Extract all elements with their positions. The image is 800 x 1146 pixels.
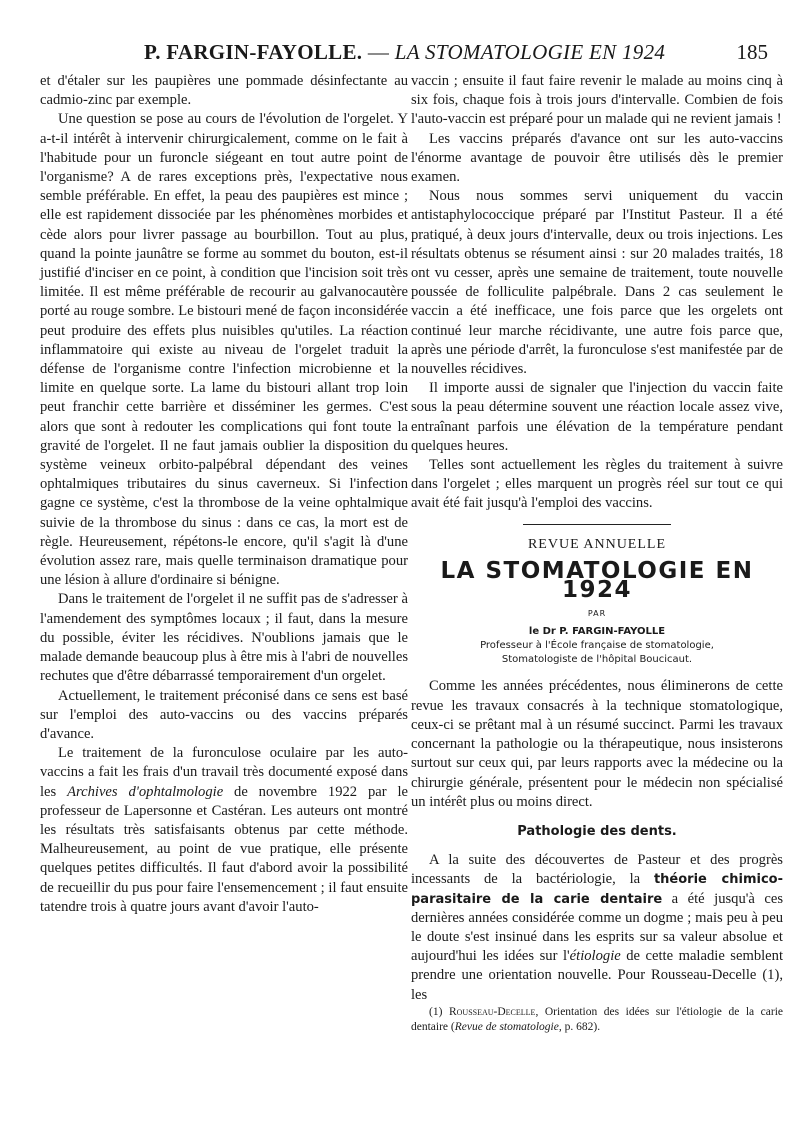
byline-par: PAR (587, 609, 607, 619)
article-title: LA STOMATOLOGIE EN 1924 (440, 557, 754, 604)
right-paragraph-4: Il importe aussi de signaler que l'injection du vaccin faite sous la peau détermine souvent une réaction locale assez vive, entraînant parfois une élévation de la température pendant quelques heures. (411, 380, 783, 454)
rubric: REVUE ANNUELLE (527, 536, 667, 552)
section-paragraph-1 (411, 851, 783, 1005)
header-dash: — (367, 40, 390, 64)
left-paragraph-3: Dans le traitement de l'orgelet il ne suffit pas de s'adresser à l'amendement des symptômes locaux ; il faut, dans la mesure du possible, éviter les récidives. N'oublions jamais que le malade demande beaucoup plus à être mis à l'abri de nouvelles rechutes que d'être débarrassé temporairement d'un orgelet. (40, 591, 408, 685)
left-column (40, 72, 408, 917)
affiliation-2: Stomatologiste de l'hôpital Boucicaut. (501, 654, 693, 666)
page-number: 185 (736, 40, 768, 64)
journal-title: Archives d'ophtalmologie (67, 783, 224, 800)
s1-em-term: étiologie (569, 948, 621, 965)
footnote-end: p. 682). (561, 1020, 601, 1033)
left-paragraph-1: et d'étaler sur les paupières une pommade désinfectante au cadmio-zinc par exemple. (40, 73, 408, 109)
left-paragraph-2: Une question se pose au cours de l'évolution de l'orgelet. Y a-t-il intérêt à intervenir chirurgicalement, comme on le fait à l'habitude pour un furoncle siégeant en tout autre point de l'organisme? A de rares exceptions près, l'expectative nous semble préférable. En effet, la peau des paupières est mince ; elle est rapidement dissociée par les phénomènes morbides et cède alors pour livrer passage au bourbillon. Tout au plus, quand la pointe jaunâtre se forme au sommet du bouton, est-il justifié d'inciser en ce point, à condition que l'incision soit très limitée. Il est même préférable de recourir au galvanocautère porté au rouge sombre. Le bistouri mené de façon inconsidérée peut produire des effets plus nuisibles qu'utiles. La réaction inflammatoire qui existe au niveau de l'orgelet traduit la défense de l'organisme contre l'infection microbienne et la limite en quelque sorte. La lame du bistouri allant trop loin peut franchir cette barrière et disséminer les germes. C'est alors que sont à redouter les complications qui font toute la gravité de l'orgelet. Il ne faut jamais oublier la disposition du système veineux orbito-palpébral dépendant des veines ophtalmiques tributaires du sinus caverneux. Si l'infection gagne ce système, c'est la thrombose de la veine ophtalmique suivie de la thrombose du sinus : dans ce cas, la mort est de règle. Heureusement, répétons-le encore, qu'il s'agit là d'une évolution assez rare, mais quelle terminaison dramatique pour une lésion à allure d'ordinaire si bénigne. (40, 111, 408, 589)
right-paragraph-2: Les vaccins préparés d'avance ont sur les auto-vaccins l'énorme avantage de pouvoir être utilisés dès le premier examen. (411, 130, 783, 186)
running-title (144, 40, 665, 65)
intro-paragraph: Comme les années précédentes, nous éliminerons de cette revue les travaux consacrés à la technique stomatologique, ceux-ci se prêtant mal à un résumé succinct. Parmi les travaux concernant la pathologie ou la thérapeutique, nous insisterons surtout sur ceux qui, par leurs rapports avec la médecine ou la chirurgie générale, présentent pour le médecin non spécialisé un intérêt plus ou moins direct. (411, 678, 783, 810)
left-paragraph-4: Actuellement, le traitement préconisé dans ce sens est basé sur l'emploi des auto-vaccins ou des vaccins préparés d'avance. (40, 687, 408, 742)
footnote-number: (1) (429, 1005, 443, 1018)
affiliation-1: Professeur à l'École française de stomatologie, (480, 640, 714, 652)
right-paragraph-3: Nous nous sommes servi uniquement du vaccin antistaphylococcique préparé par l'Institut Pasteur. Il a été pratiqué, à deux jours d'intervalle, deux ou trois injections. Les résultats obtenus se résument ainsi : sur 20 malades traités, 18 ont vu cesser, après une semaine de traitement, toute nouvelle poussée de folliculite palpébrale. Dans 2 cas seulement le vaccin a été inefficace, une fois parce que les orgelets ont continué leur marche récidivante, une autre fois parce que, après une période d'arrêt, la furonculose s'est manifestée par de nouvelles récidives. (411, 188, 783, 378)
header-author: P. FARGIN-FAYOLLE. (144, 40, 363, 64)
section-heading: Pathologie des dents. (517, 823, 677, 839)
right-column (411, 72, 783, 1035)
running-header (36, 34, 768, 70)
footnote-author: Rousseau-Decelle, (448, 1005, 539, 1018)
header-running-title: LA STOMATOLOGIE EN 1924 (394, 40, 666, 64)
byline-author: le Dr P. FARGIN-FAYOLLE (528, 626, 666, 638)
footnote-journal: Revue de stomatologie, (454, 1020, 562, 1033)
left-p5-text-b: de novembre 1922 par le professeur de Lapersonne et Castéran. Les auteurs ont montré les résultats très satisfaisants obtenus par cette méthode. Malheureusement, au point de vue pratique, elle présente quelques petites difficultés. Il faut d'abord avoir la possibilité de recueillir du pus pour faire l'ensemencement ; il faut ensuite tatendre trois à quatre jours avant d'avoir l'auto- (40, 783, 408, 915)
footnote (411, 1005, 783, 1035)
spacer (411, 667, 783, 677)
right-paragraph-5: Telles sont actuellement les règles du traitement à suivre dans l'orgelet ; elles marquent un progrès réel sur tout ce qui avait été fait jusqu'à l'emploi des vaccins. (411, 457, 783, 512)
left-paragraph-5 (40, 744, 408, 917)
footnote-text: Orientation des idées sur l'étiologie de la carie dentaire ( (411, 1005, 784, 1033)
section-divider (523, 524, 671, 525)
s1-text-c: de cette maladie semblent prendre une orientation nouvelle. Pour Rousseau-Decelle (1), les (411, 948, 783, 1003)
left-p5-text-a: Le traitement de la furonculose oculaire par les auto-vaccins a fait les frais d'un travail très documenté exposé dans les (40, 745, 408, 800)
s1-text-a: A la suite des découvertes de Pasteur et des progrès incessants de la bactériologie, la (411, 852, 783, 888)
s1-text-b: a été jusqu'à ces dernières années considérée comme un dogme ; mais peu à peu le doute s'est insinué dans les esprits sur sa valeur absolue et aujourd'hui les idées sur l' (411, 890, 783, 965)
right-paragraph-1: vaccin ; ensuite il faut faire revenir le malade au moins cinq à six fois, chaque fois à trois jours d'intervalle. Combien de fois l'auto-vaccin est préparé pour un malade qui ne revient jamais ! (411, 73, 783, 128)
s1-bold-term: théorie chimico-parasitaire de la carie dentaire (411, 872, 783, 907)
